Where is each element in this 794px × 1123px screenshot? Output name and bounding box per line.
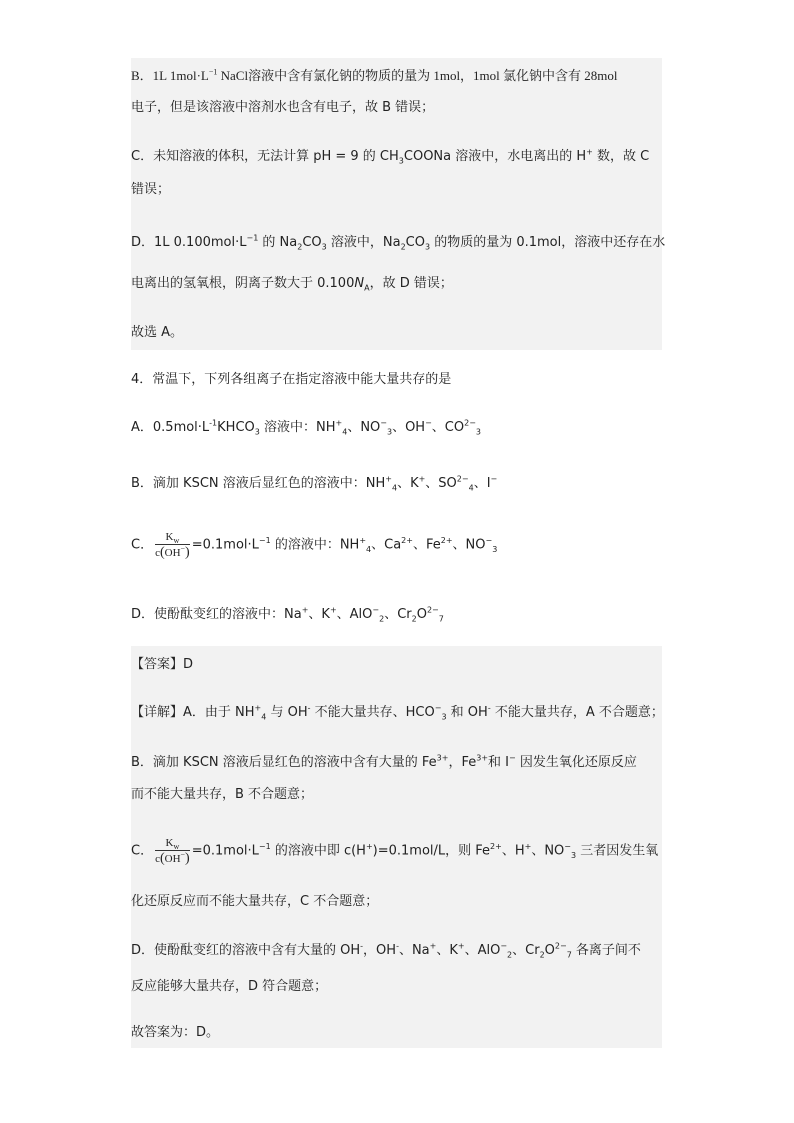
option-d-explanation-line1: D．1L $0.100mol\cdot L^{-1}$ 的 $Na_2CO_3$ 溶液中，$Na_2CO_3$ 的物质的量为 0.1mol，溶液中还存在水: [131, 233, 666, 252]
question-4-option-c: C． $\frac{K_w}{c(OH^-)}$ $=0.1mol\cdot L^{-1}$ 的溶液中：$NH^+_4$、$Ca^{2+}$、$Fe^{2+}$、$NO^-_3$: [131, 531, 498, 560]
option-b-explanation-line2: 电子，但是该溶液中溶剂水也含有电子，故 B 错误；: [131, 100, 435, 115]
detail-option-c-line2: 化还原反应而不能大量共存，C 不合题意；: [131, 894, 379, 909]
option-d-explanation-line2: 电离出的氢氧根，阴离子数大于 $0.100N_A$，故 D 错误；: [131, 276, 453, 293]
detail-option-b-line2: 而不能大量共存，B 不合题意；: [131, 787, 314, 802]
answer-label: 【答案】D: [131, 657, 194, 672]
kw-fraction-detail: $\frac{K_w}{c(OH^-)}$: [155, 837, 190, 866]
option-b-explanation-line1: B．1L $1mol\cdot L^{-1}$ NaCl溶液中含有氯化钠的物质的量为 1mol，1mol 氯化钠中含有 28mol: [131, 67, 618, 83]
question-4-option-d: D．使酚酞变红的溶液中：Na+、K+、AlO−$_2$、$Cr_2O^{2-}_7$: [131, 605, 444, 624]
question-4-option-a: A．$0.5mol\cdot L^{-1}KHCO_3$ 溶液中：$NH^+_4$、$NO^-_3$、OH−、$CO^{2-}_3$: [131, 418, 481, 437]
question-4-stem: 4．常温下，下列各组离子在指定溶液中能大量共存的是: [131, 372, 452, 387]
option-c-explanation-line1: C．未知溶液的体积，无法计算 pH = 9 的 $CH_3COONa$ 溶液中，水电离出的 H+ 数，故 C: [131, 147, 650, 166]
detail-option-a: 【详解】A．由于 $NH^+_4$ 与 OH- 不能大量共存、$HCO^-_3$ 和 OH- 不能大量共存，A 不合题意；: [131, 703, 664, 722]
choice-line: 故选 A。: [131, 325, 184, 340]
detail-option-c-line1: C． $\frac{K_w}{c(OH^-)}$ $=0.1mol\cdot L^{-1}$ 的溶液中即 c(H+)=0.1mol/L，则 $Fe^{2+}$、H+、$NO^-_3$ 三者因发生氧: [131, 837, 659, 866]
kw-fraction: $\frac{K_w}{c(OH^-)}$: [155, 531, 190, 560]
option-c-explanation-line2: 错误；: [131, 182, 171, 197]
detail-option-d-line1: D．使酚酞变红的溶液中含有大量的 OH-，OH-、Na+、K+、AlO−$_2$、$Cr_2O^{2-}_7$ 各离子间不: [131, 941, 641, 960]
final-answer-line: 故答案为：D。: [131, 1025, 220, 1040]
detail-option-b-line1: B．滴加 KSCN 溶液后显红色的溶液中含有大量的 $Fe^{3+}$，$Fe^{3+}$和 I− 因发生氧化还原反应: [131, 753, 637, 770]
detail-option-d-line2: 反应能够大量共存，D 符合题意；: [131, 979, 328, 994]
question-4-option-b: B．滴加 KSCN 溶液后显红色的溶液中：$NH^+_4$、K+、$SO^{2-}_4$、I−: [131, 474, 498, 493]
